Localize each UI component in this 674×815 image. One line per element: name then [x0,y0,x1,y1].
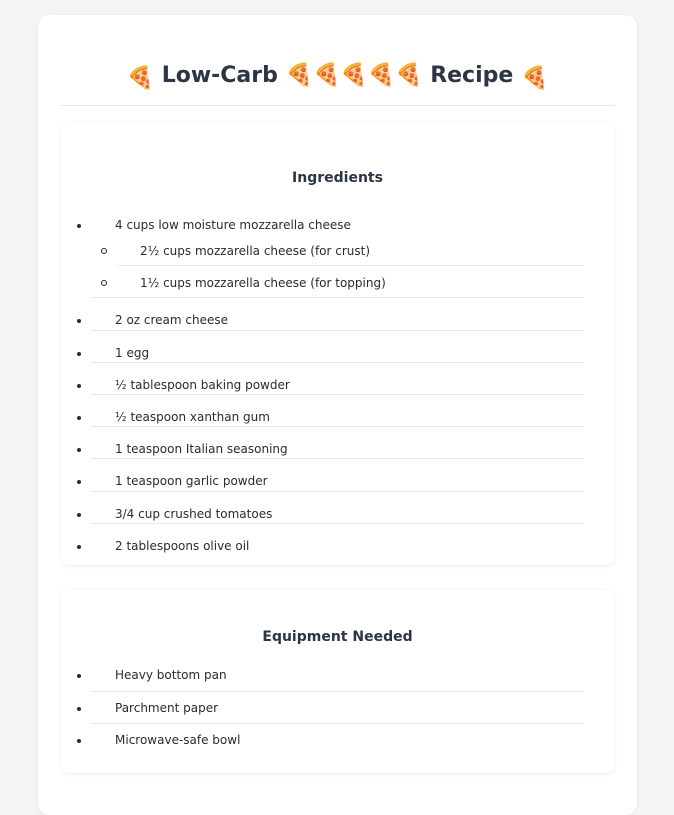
ingredient-label: 1 egg [115,346,150,360]
item-divider [92,691,584,692]
title-divider [61,105,614,106]
list-bullet [77,513,81,517]
ingredient-label: ½ tablespoon baking powder [115,378,290,392]
list-bullet [77,352,81,356]
equipment-section [61,590,614,773]
page-title [38,60,637,95]
item-divider [92,297,584,298]
ingredient-subitem-label: 1½ cups mozzarella cheese (for topping) [140,276,386,290]
list-bullet [77,448,81,452]
item-divider [92,723,584,724]
equipment-heading: Equipment Needed [262,629,413,645]
item-divider [92,523,584,524]
item-divider [92,458,584,459]
list-bullet [77,739,81,743]
title-text-left: Low-Carb [161,63,278,88]
list-bullet [77,319,81,323]
list-sub-bullet [101,248,107,254]
list-bullet [77,707,81,711]
ingredient-label: 2 tablespoons olive oil [115,539,250,553]
pizza-slice-icon-right: 🍕 [520,66,549,91]
item-divider [92,491,584,492]
ingredient-label: 1 teaspoon Italian seasoning [115,442,288,456]
list-bullet [77,384,81,388]
ingredients-heading: Ingredients [292,170,383,186]
pizza-slice-icon-left: 🍕 [126,66,155,91]
sub-divider [117,265,584,266]
list-bullet [77,480,81,484]
item-divider [92,362,584,363]
item-divider [92,426,584,427]
recipe-card [38,15,637,815]
list-bullet [77,674,81,678]
equipment-label: Parchment paper [115,701,219,715]
ingredient-subitem-label: 2½ cups mozzarella cheese (for crust) [140,244,371,258]
ingredient-label: 2 oz cream cheese [115,313,229,327]
list-bullet [77,416,81,420]
ingredient-label: 4 cups low moisture mozzarella cheese [115,218,351,232]
pizza-word-art: 🍕🍕🍕🍕🍕 [285,63,423,88]
list-bullet [77,545,81,549]
item-divider [92,330,584,331]
list-bullet [77,224,81,228]
item-divider [92,394,584,395]
equipment-label: Heavy bottom pan [115,668,227,682]
title-text-right: Recipe [430,63,514,88]
ingredients-section [61,123,614,565]
ingredient-label: 1 teaspoon garlic powder [115,474,268,488]
list-sub-bullet [101,280,107,286]
equipment-label: Microwave-safe bowl [115,733,241,747]
ingredient-label: ½ teaspoon xanthan gum [115,410,270,424]
ingredient-label: 3/4 cup crushed tomatoes [115,507,273,521]
